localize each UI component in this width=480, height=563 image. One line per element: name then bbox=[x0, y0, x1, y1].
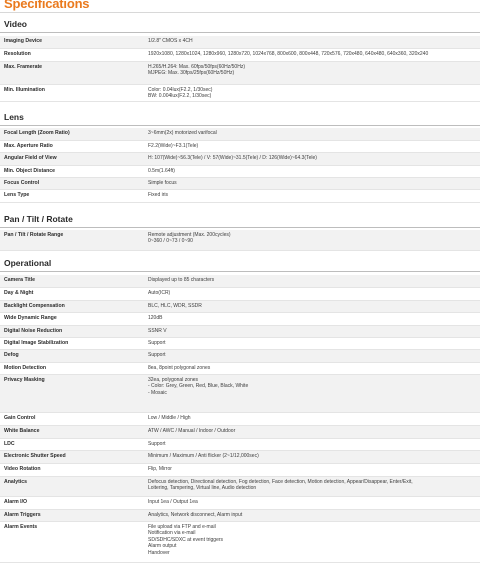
spec-value-line: Notification via e-mail bbox=[148, 530, 196, 537]
spec-value-line: ATW / AWC / Manual / Indoor / Outdoor bbox=[148, 428, 236, 434]
spec-value bbox=[148, 365, 478, 371]
spec-row bbox=[0, 426, 480, 438]
row-divider bbox=[0, 101, 480, 102]
spec-label: White Balance bbox=[4, 428, 40, 434]
spec-value bbox=[148, 328, 478, 334]
spec-label: Backlight Compensation bbox=[4, 303, 65, 309]
spec-value bbox=[148, 377, 478, 396]
spec-label: Analytics bbox=[4, 479, 28, 485]
spec-row bbox=[0, 49, 480, 61]
spec-row bbox=[0, 326, 480, 337]
spec-label: Digital Noise Reduction bbox=[4, 328, 63, 334]
spec-row bbox=[0, 363, 480, 374]
spec-row bbox=[0, 477, 480, 496]
spec-value bbox=[148, 453, 478, 459]
spec-value-line: BW: 0.004lux(F2.2, 1/30sec) bbox=[148, 93, 212, 100]
spec-row bbox=[0, 522, 480, 562]
spec-value-line: SD/SDHC/SDXC at event triggers bbox=[148, 536, 224, 543]
spec-label: Alarm Triggers bbox=[4, 512, 41, 518]
spec-value-line: Defocus detection, Directional detection, Fog detection, Face detection, Motion detection, Appear/Disappear, Enter/Exit, bbox=[148, 479, 413, 485]
row-divider bbox=[0, 202, 480, 203]
section-heading: Operational bbox=[4, 258, 52, 268]
spec-row bbox=[0, 128, 480, 140]
spec-row bbox=[0, 439, 480, 450]
spec-row bbox=[0, 350, 480, 362]
spec-value bbox=[148, 64, 478, 77]
spec-value-line: F2.2(Wide)~F3.1(Tele) bbox=[148, 143, 199, 149]
spec-value-line: Minimum / Maximum / Anti flicker (2~1/12,000sec) bbox=[148, 453, 259, 459]
spec-value-line: Support bbox=[148, 352, 166, 358]
spec-row bbox=[0, 413, 480, 425]
spec-value bbox=[148, 415, 478, 421]
spec-value-line: - Mosaic bbox=[148, 389, 167, 396]
spec-value-line: Remote adjustment (Max. 200cycles) bbox=[148, 232, 231, 238]
spec-row bbox=[0, 510, 480, 521]
spec-row bbox=[0, 375, 480, 412]
spec-value-line: Support bbox=[148, 340, 166, 346]
spec-value bbox=[148, 428, 478, 434]
spec-value bbox=[148, 180, 478, 186]
spec-value bbox=[148, 143, 478, 149]
spec-value-line: File upload via FTP and e-mail bbox=[148, 524, 216, 530]
spec-row bbox=[0, 153, 480, 165]
spec-row bbox=[0, 338, 480, 349]
spec-label: LDC bbox=[4, 441, 15, 447]
spec-label: Privacy Masking bbox=[4, 377, 45, 383]
spec-value-line: Flip, Mirror bbox=[148, 466, 172, 472]
spec-value bbox=[148, 303, 478, 309]
spec-label: Angular Field of View bbox=[4, 155, 57, 161]
spec-value bbox=[148, 192, 478, 198]
spec-row bbox=[0, 275, 480, 287]
spec-label: Imaging Device bbox=[4, 38, 43, 44]
spec-value bbox=[148, 168, 478, 174]
spec-row bbox=[0, 141, 480, 152]
spec-value bbox=[148, 499, 478, 505]
spec-value-line: 1/2.8" CMOS x 4CH bbox=[148, 38, 193, 44]
section-heading: Lens bbox=[4, 112, 24, 122]
spec-label: Wide Dynamic Range bbox=[4, 315, 57, 321]
spec-value-line: 32ea, polygonal zones bbox=[148, 377, 199, 383]
spec-value-line: 3~6mm(2x) motorized varifocal bbox=[148, 130, 217, 136]
spec-label: Defog bbox=[4, 352, 19, 358]
spec-value-line: 0~360 / 0~73 / 0~90 bbox=[148, 238, 193, 245]
spec-row bbox=[0, 62, 480, 84]
spec-row bbox=[0, 497, 480, 509]
section-heading: Video bbox=[4, 19, 27, 29]
spec-value-line: 120dB bbox=[148, 315, 163, 321]
spec-row bbox=[0, 178, 480, 189]
section-divider bbox=[0, 271, 480, 272]
spec-value bbox=[148, 87, 478, 100]
spec-label: Motion Detection bbox=[4, 365, 47, 371]
spec-value bbox=[148, 524, 478, 556]
spec-label: Max. Framerate bbox=[4, 64, 43, 70]
spec-value bbox=[148, 441, 478, 447]
spec-label: Digital Image Stabilization bbox=[4, 340, 69, 346]
spec-value-line: Simple focus bbox=[148, 180, 177, 186]
spec-value-line: Loitering, Tampering, Virtual line, Audio detection bbox=[148, 485, 257, 492]
spec-value bbox=[148, 155, 478, 161]
section-divider bbox=[0, 125, 480, 126]
spec-value-line: Alarm output bbox=[148, 543, 177, 550]
spec-label: Pan / Tilt / Rotate Range bbox=[4, 232, 64, 238]
spec-label: Day & Night bbox=[4, 290, 34, 296]
spec-value-line: H.265/H.264: Max. 60fps/50fps(60Hz/50Hz) bbox=[148, 64, 245, 70]
spec-value-line: Fixed iris bbox=[148, 192, 169, 198]
spec-value-line: SSNR V bbox=[148, 328, 167, 334]
spec-value-line: 8ea, 8point polygonal zones bbox=[148, 365, 211, 371]
spec-label: Focal Length (Zoom Ratio) bbox=[4, 130, 70, 136]
spec-label: Gain Control bbox=[4, 415, 36, 421]
spec-value bbox=[148, 512, 478, 518]
spec-value bbox=[148, 290, 478, 296]
spec-value-line: Auto(ICR) bbox=[148, 290, 171, 296]
spec-value bbox=[148, 51, 478, 57]
spec-value-line: Support bbox=[148, 441, 166, 447]
spec-label: Lens Type bbox=[4, 192, 30, 198]
spec-value-line: Low / Middle / High bbox=[148, 415, 191, 421]
spec-row bbox=[0, 313, 480, 325]
spec-row bbox=[0, 166, 480, 177]
spec-row bbox=[0, 464, 480, 476]
spec-value bbox=[148, 479, 478, 492]
section-divider bbox=[0, 227, 480, 228]
section-heading: Pan / Tilt / Rotate bbox=[4, 214, 73, 224]
spec-value-line: H: 107(Wide)~56.3(Tele) / V: 57(Wide)~31.5(Tele) / D: 126(Wide)~64.3(Tele) bbox=[148, 155, 317, 161]
spec-value-line: Handover bbox=[148, 549, 170, 556]
spec-label: Camera Title bbox=[4, 277, 36, 283]
spec-value bbox=[148, 340, 478, 346]
spec-row bbox=[0, 451, 480, 463]
row-divider bbox=[0, 250, 480, 251]
spec-value-line: Input 1ea / Output 1ea bbox=[148, 499, 198, 505]
spec-value-line: Color: 0.04lux(F2.2, 1/30sec) bbox=[148, 87, 213, 93]
spec-row bbox=[0, 301, 480, 312]
spec-value bbox=[148, 277, 478, 283]
spec-row bbox=[0, 36, 480, 48]
spec-label: Min. Illumination bbox=[4, 87, 45, 93]
title-divider bbox=[0, 12, 480, 13]
spec-label: Max. Aperture Ratio bbox=[4, 143, 53, 149]
spec-value-line: BLC, HLC, WDR, SSDR bbox=[148, 303, 202, 309]
spec-value bbox=[148, 466, 478, 472]
spec-value bbox=[148, 232, 478, 245]
spec-value bbox=[148, 38, 478, 44]
spec-row bbox=[0, 230, 480, 250]
spec-label: Alarm Events bbox=[4, 524, 38, 530]
section-divider bbox=[0, 32, 480, 33]
spec-row bbox=[0, 85, 480, 101]
spec-value-line: 1920x1080, 1280x1024, 1280x960, 1280x720, 1024x768, 800x600, 800x448, 720x576, 720x480, 640x480, 640x360, 320x240 bbox=[148, 51, 429, 57]
spec-label: Resolution bbox=[4, 51, 31, 57]
spec-label: Focus Control bbox=[4, 180, 40, 186]
spec-label: Electronic Shutter Speed bbox=[4, 453, 66, 459]
spec-label: Video Rotation bbox=[4, 466, 41, 472]
spec-value-line: MJPEG: Max. 30fps/25fps(60Hz/50Hz) bbox=[148, 70, 235, 77]
page-title: Specifications bbox=[4, 0, 90, 11]
spec-value-line: 0.5m(1.64ft) bbox=[148, 168, 175, 174]
spec-label: Alarm I/O bbox=[4, 499, 28, 505]
spec-row bbox=[0, 190, 480, 202]
spec-value-line: Analytics, Network disconnect, Alarm input bbox=[148, 512, 243, 518]
spec-value-line: - Color: Grey, Green, Red, Blue, Black, White bbox=[148, 383, 249, 390]
spec-label: Min. Object Distance bbox=[4, 168, 56, 174]
spec-value bbox=[148, 352, 478, 358]
spec-row bbox=[0, 288, 480, 300]
spec-value bbox=[148, 315, 478, 321]
spec-value bbox=[148, 130, 478, 136]
spec-value-line: Displayed up to 85 characters bbox=[148, 277, 215, 283]
